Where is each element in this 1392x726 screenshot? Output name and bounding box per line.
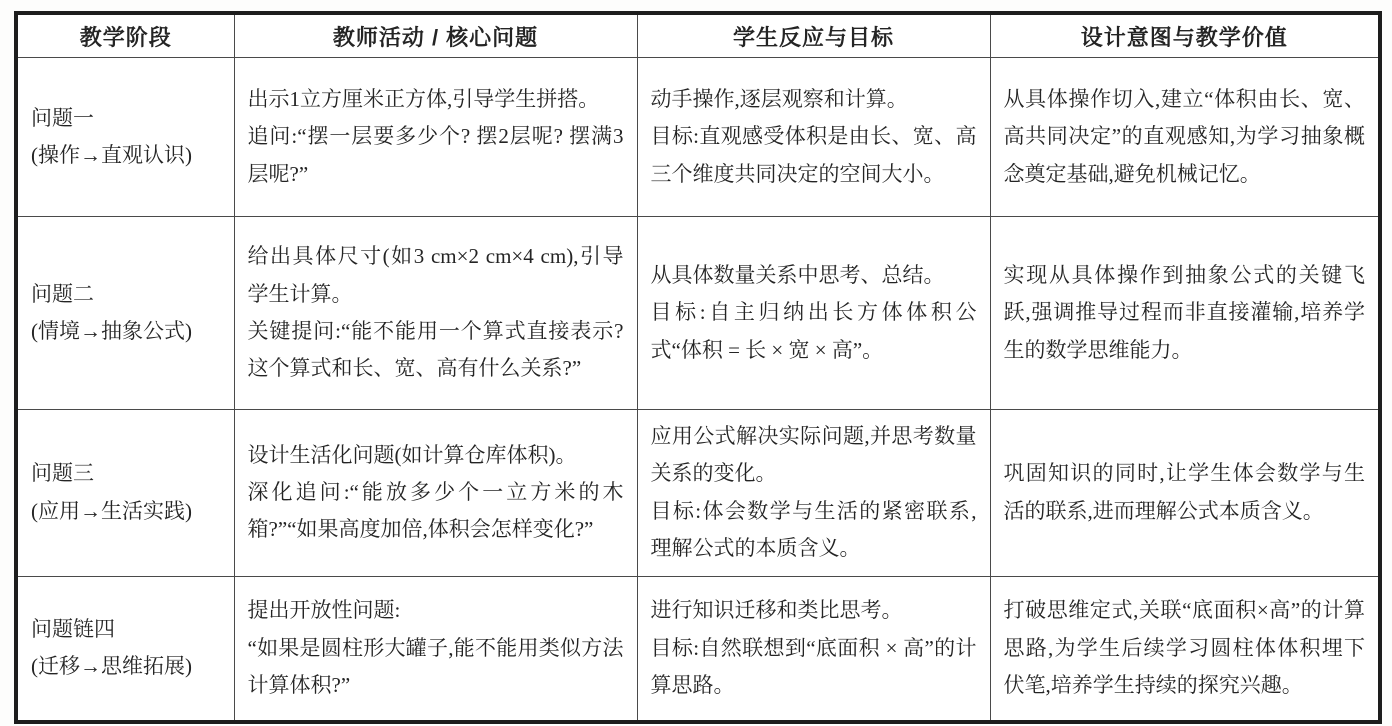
table-row — [16, 410, 1380, 577]
stage-title: 问题一 — [31, 105, 94, 130]
cell-student-response — [637, 217, 990, 410]
paragraph: 关键提问:“能不能用一个算式直接表示? 这个算式和长、宽、高有什么关系?” — [247, 319, 624, 381]
stage-title: 问题链四 — [31, 616, 115, 641]
paragraph: 从具体操作切入,建立“体积由长、宽、高共同决定”的直观感知,为学习抽象概念奠定基础,避免机械记忆。 — [1003, 86, 1365, 186]
cell-stage — [16, 410, 234, 577]
paragraph: 实现从具体操作到抽象公式的关键飞跃,强调推导过程而非直接灌输,培养学生的数学思维能力。 — [1003, 262, 1365, 362]
paragraph: 目标:自主归纳出长方体体积公式“体积 = 长 × 宽 × 高”。 — [650, 300, 977, 362]
cell-stage — [16, 58, 234, 217]
cell-stage — [16, 217, 234, 410]
stage-transition: (迁移→思维拓展) — [31, 654, 192, 679]
paragraph: 追问:“摆一层要多少个? 摆2层呢? 摆满3层呢?” — [247, 124, 624, 186]
paragraph: 提出开放性问题: — [247, 598, 401, 623]
header-row — [16, 13, 1380, 58]
table-row — [16, 217, 1380, 410]
paragraph: “如果是圆柱形大罐子,能不能用类似方法计算体积?” — [247, 635, 624, 697]
paragraph: 目标:体会数学与生活的紧密联系,理解公式的本质含义。 — [650, 498, 977, 561]
cell-student-response — [637, 576, 990, 722]
stage-title: 问题三 — [31, 461, 94, 486]
paragraph: 打破思维定式,关联“底面积×高”的计算思路,为学生后续学习圆柱体体积埋下伏笔,培养学生持续的探究兴趣。 — [1003, 598, 1365, 697]
paragraph: 应用公式解决实际问题,并思考数量关系的变化。 — [650, 424, 977, 486]
paragraph: 深化追问:“能放多少个一立方米的木箱?”“如果高度加倍,体积会怎样变化?” — [247, 480, 624, 542]
stage-transition: (情境→抽象公式) — [31, 319, 192, 343]
stage-transition: (应用→生活实践) — [31, 498, 192, 523]
teaching-stages-table — [14, 11, 1382, 724]
paragraph: 动手操作,逐层观察和计算。 — [650, 86, 908, 111]
cell-design-intent — [990, 58, 1380, 217]
cell-stage — [16, 576, 234, 722]
cell-student-response — [637, 410, 990, 577]
col-header-student-response: 学生反应与目标 — [637, 13, 990, 58]
table-row — [16, 576, 1380, 722]
col-header-design-intent: 设计意图与教学价值 — [990, 13, 1380, 58]
col-header-teaching-stage: 教学阶段 — [16, 13, 234, 58]
stage-title: 问题二 — [31, 281, 94, 306]
col-header-teacher-activity: 教师活动 / 核心问题 — [234, 13, 637, 58]
paragraph: 进行知识迁移和类比思考。 — [650, 598, 903, 623]
paragraph: 设计生活化问题(如计算仓库体积)。 — [247, 442, 577, 467]
paragraph: 从具体数量关系中思考、总结。 — [650, 262, 945, 287]
stage-transition: (操作→直观认识) — [31, 143, 192, 167]
paragraph: 给出具体尺寸(如3 cm×2 cm×4 cm),引导学生计算。 — [247, 244, 624, 306]
cell-design-intent — [990, 576, 1380, 722]
paragraph: 目标:直观感受体积是由长、宽、高三个维度共同决定的空间大小。 — [650, 124, 977, 186]
paragraph: 目标:自然联想到“底面积 × 高”的计算思路。 — [650, 635, 977, 697]
cell-teacher-activity — [234, 58, 637, 217]
cell-teacher-activity — [234, 217, 637, 410]
cell-design-intent — [990, 410, 1380, 577]
table-row — [16, 58, 1380, 217]
cell-teacher-activity — [234, 410, 637, 577]
paragraph: 巩固知识的同时,让学生体会数学与生活的联系,进而理解公式本质含义。 — [1003, 461, 1365, 523]
cell-design-intent — [990, 217, 1380, 410]
paragraph: 出示1立方厘米正方体,引导学生拼搭。 — [247, 86, 600, 111]
cell-student-response — [637, 58, 990, 217]
cell-teacher-activity — [234, 576, 637, 722]
